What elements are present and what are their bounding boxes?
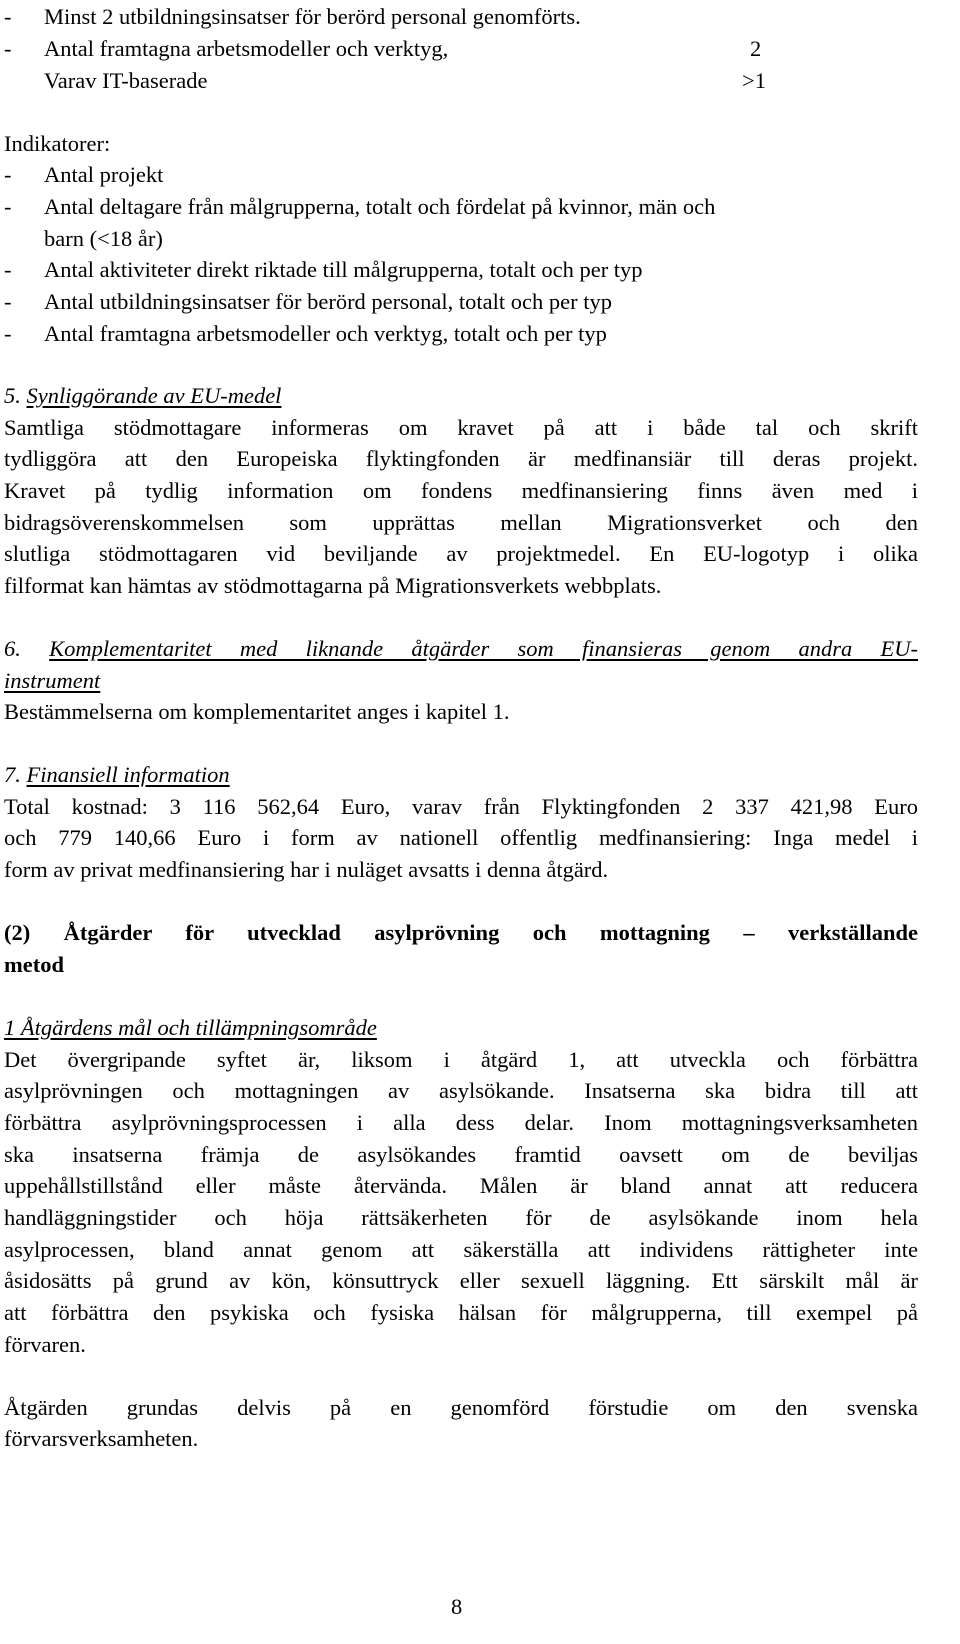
list-dash: - bbox=[4, 162, 12, 187]
paragraph-line: att förbättra den psykiska och fysiska hälsan för målgrupperna, till exempel på bbox=[4, 1300, 918, 1325]
list-item-text: Antal framtagna arbetsmodeller och verktyg, totalt och per typ bbox=[44, 321, 607, 346]
paragraph-line: förvaren. bbox=[4, 1332, 86, 1357]
list-item-text: Antal deltagare från målgrupperna, totalt och fördelat på kvinnor, män och bbox=[44, 194, 716, 219]
list-item-text: Antal aktiviteter direkt riktade till målgrupperna, totalt och per typ bbox=[44, 257, 643, 282]
section-title: instrument bbox=[4, 668, 101, 693]
measure-heading-continuation: metod bbox=[4, 952, 64, 977]
section-title: Synliggörande av EU-medel bbox=[26, 383, 282, 408]
paragraph-line: Bestämmelserna om komplementaritet anges i kapitel 1. bbox=[4, 699, 510, 724]
section-title: Finansiell information bbox=[26, 762, 230, 787]
paragraph-line: tydliggöra att den Europeiska flyktingfonden är medfinansiär till deras projekt. bbox=[4, 446, 918, 471]
list-item-text: Antal projekt bbox=[44, 162, 164, 187]
section-heading bbox=[4, 633, 918, 665]
document-page bbox=[4, 0, 918, 1644]
section-title: Komplementaritet med liknande åtgärder som finansieras genom andra EU- bbox=[49, 636, 919, 661]
paragraph-line: Kravet på tydlig information om fondens medfinansiering finns även med i bbox=[4, 478, 918, 503]
paragraph-line: Det övergripande syftet är, liksom i åtgärd 1, att utveckla och förbättra bbox=[4, 1047, 918, 1072]
paragraph-line: form av privat medfinansiering har i nuläget avsatts i denna åtgärd. bbox=[4, 857, 609, 882]
list-dash: - bbox=[4, 321, 12, 346]
paragraph-line: Samtliga stödmottagare informeras om kravet på att i både tal och skrift bbox=[4, 415, 918, 440]
paragraph-line: bidragsöverenskommelsen som upprättas mellan Migrationsverket och den bbox=[4, 510, 918, 535]
section-number: 5. bbox=[4, 383, 21, 408]
subsection-heading bbox=[4, 1012, 918, 1044]
paragraph-line: Total kostnad: 3 116 562,64 Euro, varav från Flyktingfonden 2 337 421,98 Euro bbox=[4, 794, 918, 819]
paragraph-line: Åtgärden grundas delvis på en genomförd förstudie om den svenska bbox=[4, 1395, 918, 1420]
list-item-text: Minst 2 utbildningsinsatser för berörd personal genomförts. bbox=[44, 4, 581, 29]
list-item-value: 2 bbox=[750, 36, 762, 61]
list-item-text: barn (<18 år) bbox=[44, 226, 163, 251]
section-number: 6. bbox=[4, 636, 21, 661]
list-dash: - bbox=[4, 289, 12, 314]
list-dash: - bbox=[4, 36, 12, 61]
paragraph-line: slutliga stödmottagaren vid beviljande av projektmedel. En EU-logotyp i olika bbox=[4, 541, 918, 566]
page-number: 8 bbox=[451, 1594, 463, 1619]
paragraph-line: uppehållstillstånd eller måste återvända. Målen är bland annat att reducera bbox=[4, 1173, 918, 1198]
list-dash: - bbox=[4, 4, 12, 29]
indicators-label: Indikatorer: bbox=[4, 131, 111, 156]
paragraph-line: asylprövningen och mottagningen av asylsökande. Insatserna ska bidra till att bbox=[4, 1078, 918, 1103]
list-item-text: Antal framtagna arbetsmodeller och verktyg, bbox=[44, 36, 449, 61]
paragraph-line: ska insatserna främja de asylsökandes framtid oavsett om de beviljas bbox=[4, 1142, 918, 1167]
section-heading-continuation bbox=[4, 665, 918, 697]
list-dash: - bbox=[4, 257, 12, 282]
paragraph-line: filformat kan hämtas av stödmottagarna på Migrationsverkets webbplats. bbox=[4, 573, 662, 598]
section-heading bbox=[4, 759, 918, 791]
paragraph-line: handläggningstider och höja rättsäkerheten för de asylsökande inom hela bbox=[4, 1205, 918, 1230]
measure-heading: (2) Åtgärder för utvecklad asylprövning och mottagning – verkställande bbox=[4, 920, 918, 945]
list-item-text: Varav IT-baserade bbox=[44, 68, 208, 93]
paragraph-line: asylprocessen, bland annat genom att säkerställa att individens rättigheter inte bbox=[4, 1237, 918, 1262]
paragraph-line: förvarsverksamheten. bbox=[4, 1426, 199, 1451]
paragraph-line: och 779 140,66 Euro i form av nationell offentlig medfinansiering: Inga medel i bbox=[4, 825, 918, 850]
section-heading bbox=[4, 380, 918, 412]
list-item-text: Antal utbildningsinsatser för berörd personal, totalt och per typ bbox=[44, 289, 612, 314]
paragraph-line: förbättra asylprövningsprocessen i alla dess delar. Inom mottagningsverksamheten bbox=[4, 1110, 918, 1135]
section-number: 7. bbox=[4, 762, 21, 787]
paragraph-line: åsidosätts på grund av kön, könsuttryck eller sexuell läggning. Ett särskilt mål är bbox=[4, 1268, 918, 1293]
list-dash: - bbox=[4, 194, 12, 219]
subsection-title: 1 Åtgärdens mål och tillämpningsområde bbox=[4, 1015, 377, 1040]
list-item-value: >1 bbox=[742, 68, 766, 93]
